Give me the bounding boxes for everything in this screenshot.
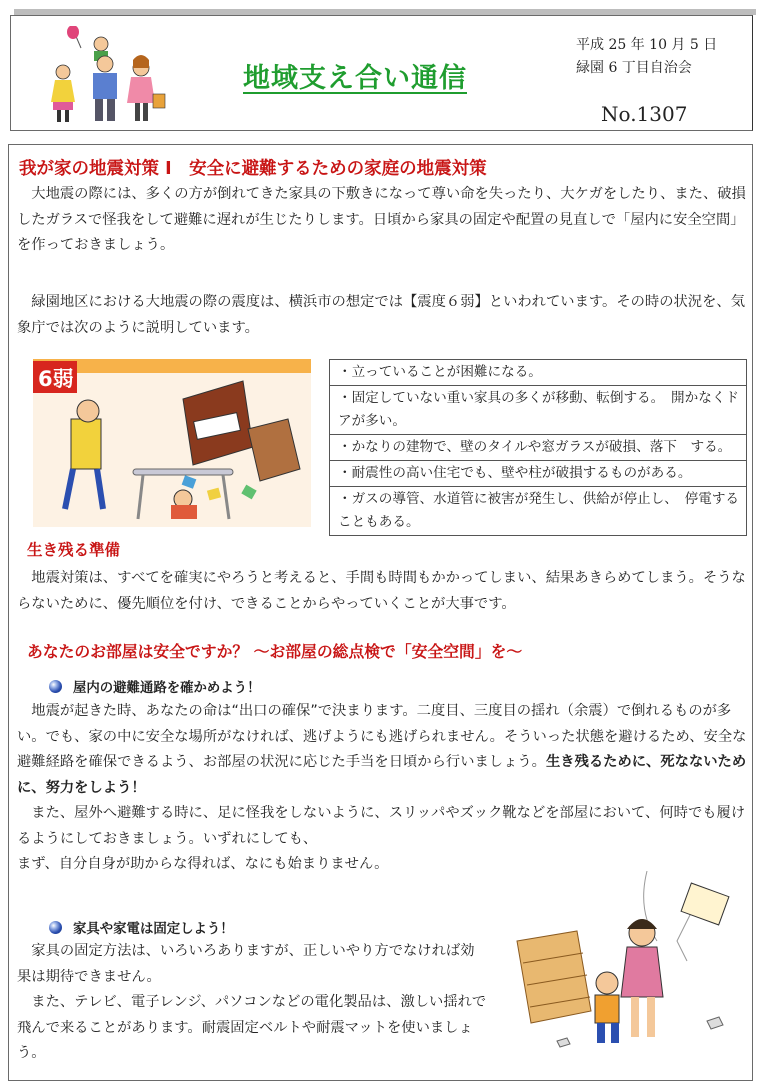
furniture-fixing-subheading: [49, 918, 234, 937]
intensity-description-table: [329, 359, 747, 536]
emphasis-text: 生き残るために、死なないために、努力をしよう！: [17, 754, 747, 796]
intensity-item: ・ガスの導管、水道管に被害が発生し、供給が停止し、 停電することもある。: [338, 491, 740, 530]
furniture-text-a: 家具の固定方法は、いろいろありますが、正しいやり方でなければ効果は期待できません。: [17, 943, 475, 985]
publication-date: 平成 25 年 10 月 5 日: [576, 37, 718, 53]
intensity-item: ・かなりの建物で、壁のタイルや窓ガラスが破損、落下 する。: [330, 435, 746, 461]
earthquake-intensity-illustration: [33, 359, 311, 527]
family-illustration: [41, 26, 171, 126]
evacuation-text-c: まず、自分自身が助からな得れば、なにも始まりません。: [17, 856, 389, 872]
room-safety-heading: あなたのお部屋は安全ですか？ ～お部屋の総点検で「安全空間」を～: [27, 642, 523, 661]
intensity-item: ・固定していない重い家具の多くが移動、転倒する。 開かなくドアが多い。: [330, 386, 746, 435]
evacuation-route-subheading: [49, 677, 260, 696]
intensity-badge: 6弱: [38, 367, 74, 391]
evacuation-text-a: 地震が起きた時、あなたの命は“出口の確保”で決まります。二度目、三度目の揺れ（余震）で倒れるものが多い。でも、家の中に安全な場所がなければ、逃げようにも逃げられません。そういった状態を避けるため、安全な避難経路を確保できるよう、お部屋の状況に応じた手当を日頃から行いましょう。: [17, 703, 747, 770]
section-heading: 我が家の地震対策 Ⅰ 安全に避難するための家庭の地震対策: [19, 159, 487, 179]
furniture-text-b: また、テレビ、電子レンジ、パソコンなどの電化製品は、激しい揺れで飛んで来ることがあります。耐震固定ベルトや耐震マットを使いましょう。: [17, 994, 487, 1061]
bullet-icon: [49, 921, 62, 934]
survive-paragraph: 地震対策は、すべてを確実にやろうと考えると、手間も時間もかかってしまい、結果あきらめてしまう。そうならないために、優先順位を付け、できることからやっていくことが大事です。: [17, 570, 746, 612]
organization-name: 緑園 6 丁目自治会: [576, 60, 692, 76]
evacuation-paragraph: [17, 699, 753, 878]
subheading-text: 屋内の避難通路を確かめよう！: [73, 681, 261, 696]
intensity-paragraph: 緑園地区における大地震の際の震度は、横浜市の想定では【震度６弱】といわれています。その時の状況を、気象庁では次のように説明しています。: [17, 294, 745, 336]
intensity-item: ・立っていることが困難になる。: [330, 360, 746, 386]
intro-paragraph: 大地震の際には、多くの方が倒れてきた家具の下敷きになって尊い命を失ったり、大ケガをしたり、また、破損したガラスで怪我をして避難に遅れが生じたりします。日頃から家具の固定や配置の見直しで「屋内に安全空間」を作っておきましょう。: [17, 186, 746, 253]
newsletter-header: [10, 15, 753, 131]
newsletter-title: 地域支え合い通信: [243, 63, 467, 94]
article-body: [8, 144, 753, 1081]
intensity-item: ・耐震性の高い住宅でも、壁や柱が破損するものがある。: [330, 461, 746, 487]
issue-number: No.1307: [601, 102, 688, 126]
survive-heading: 生き残る準備: [27, 541, 121, 559]
falling-furniture-illustration: [497, 871, 747, 1061]
bullet-icon: [49, 680, 62, 693]
evacuation-text-b: また、屋外へ避難する時に、足に怪我をしないように、スリッパやズック靴などを部屋において、何時でも履けるようにしておきましょう。いずれにしても、: [17, 805, 746, 847]
subheading-text: 家具や家電は固定しよう！: [73, 922, 234, 937]
publication-info: [576, 34, 717, 80]
furniture-paragraph: [17, 939, 487, 1067]
